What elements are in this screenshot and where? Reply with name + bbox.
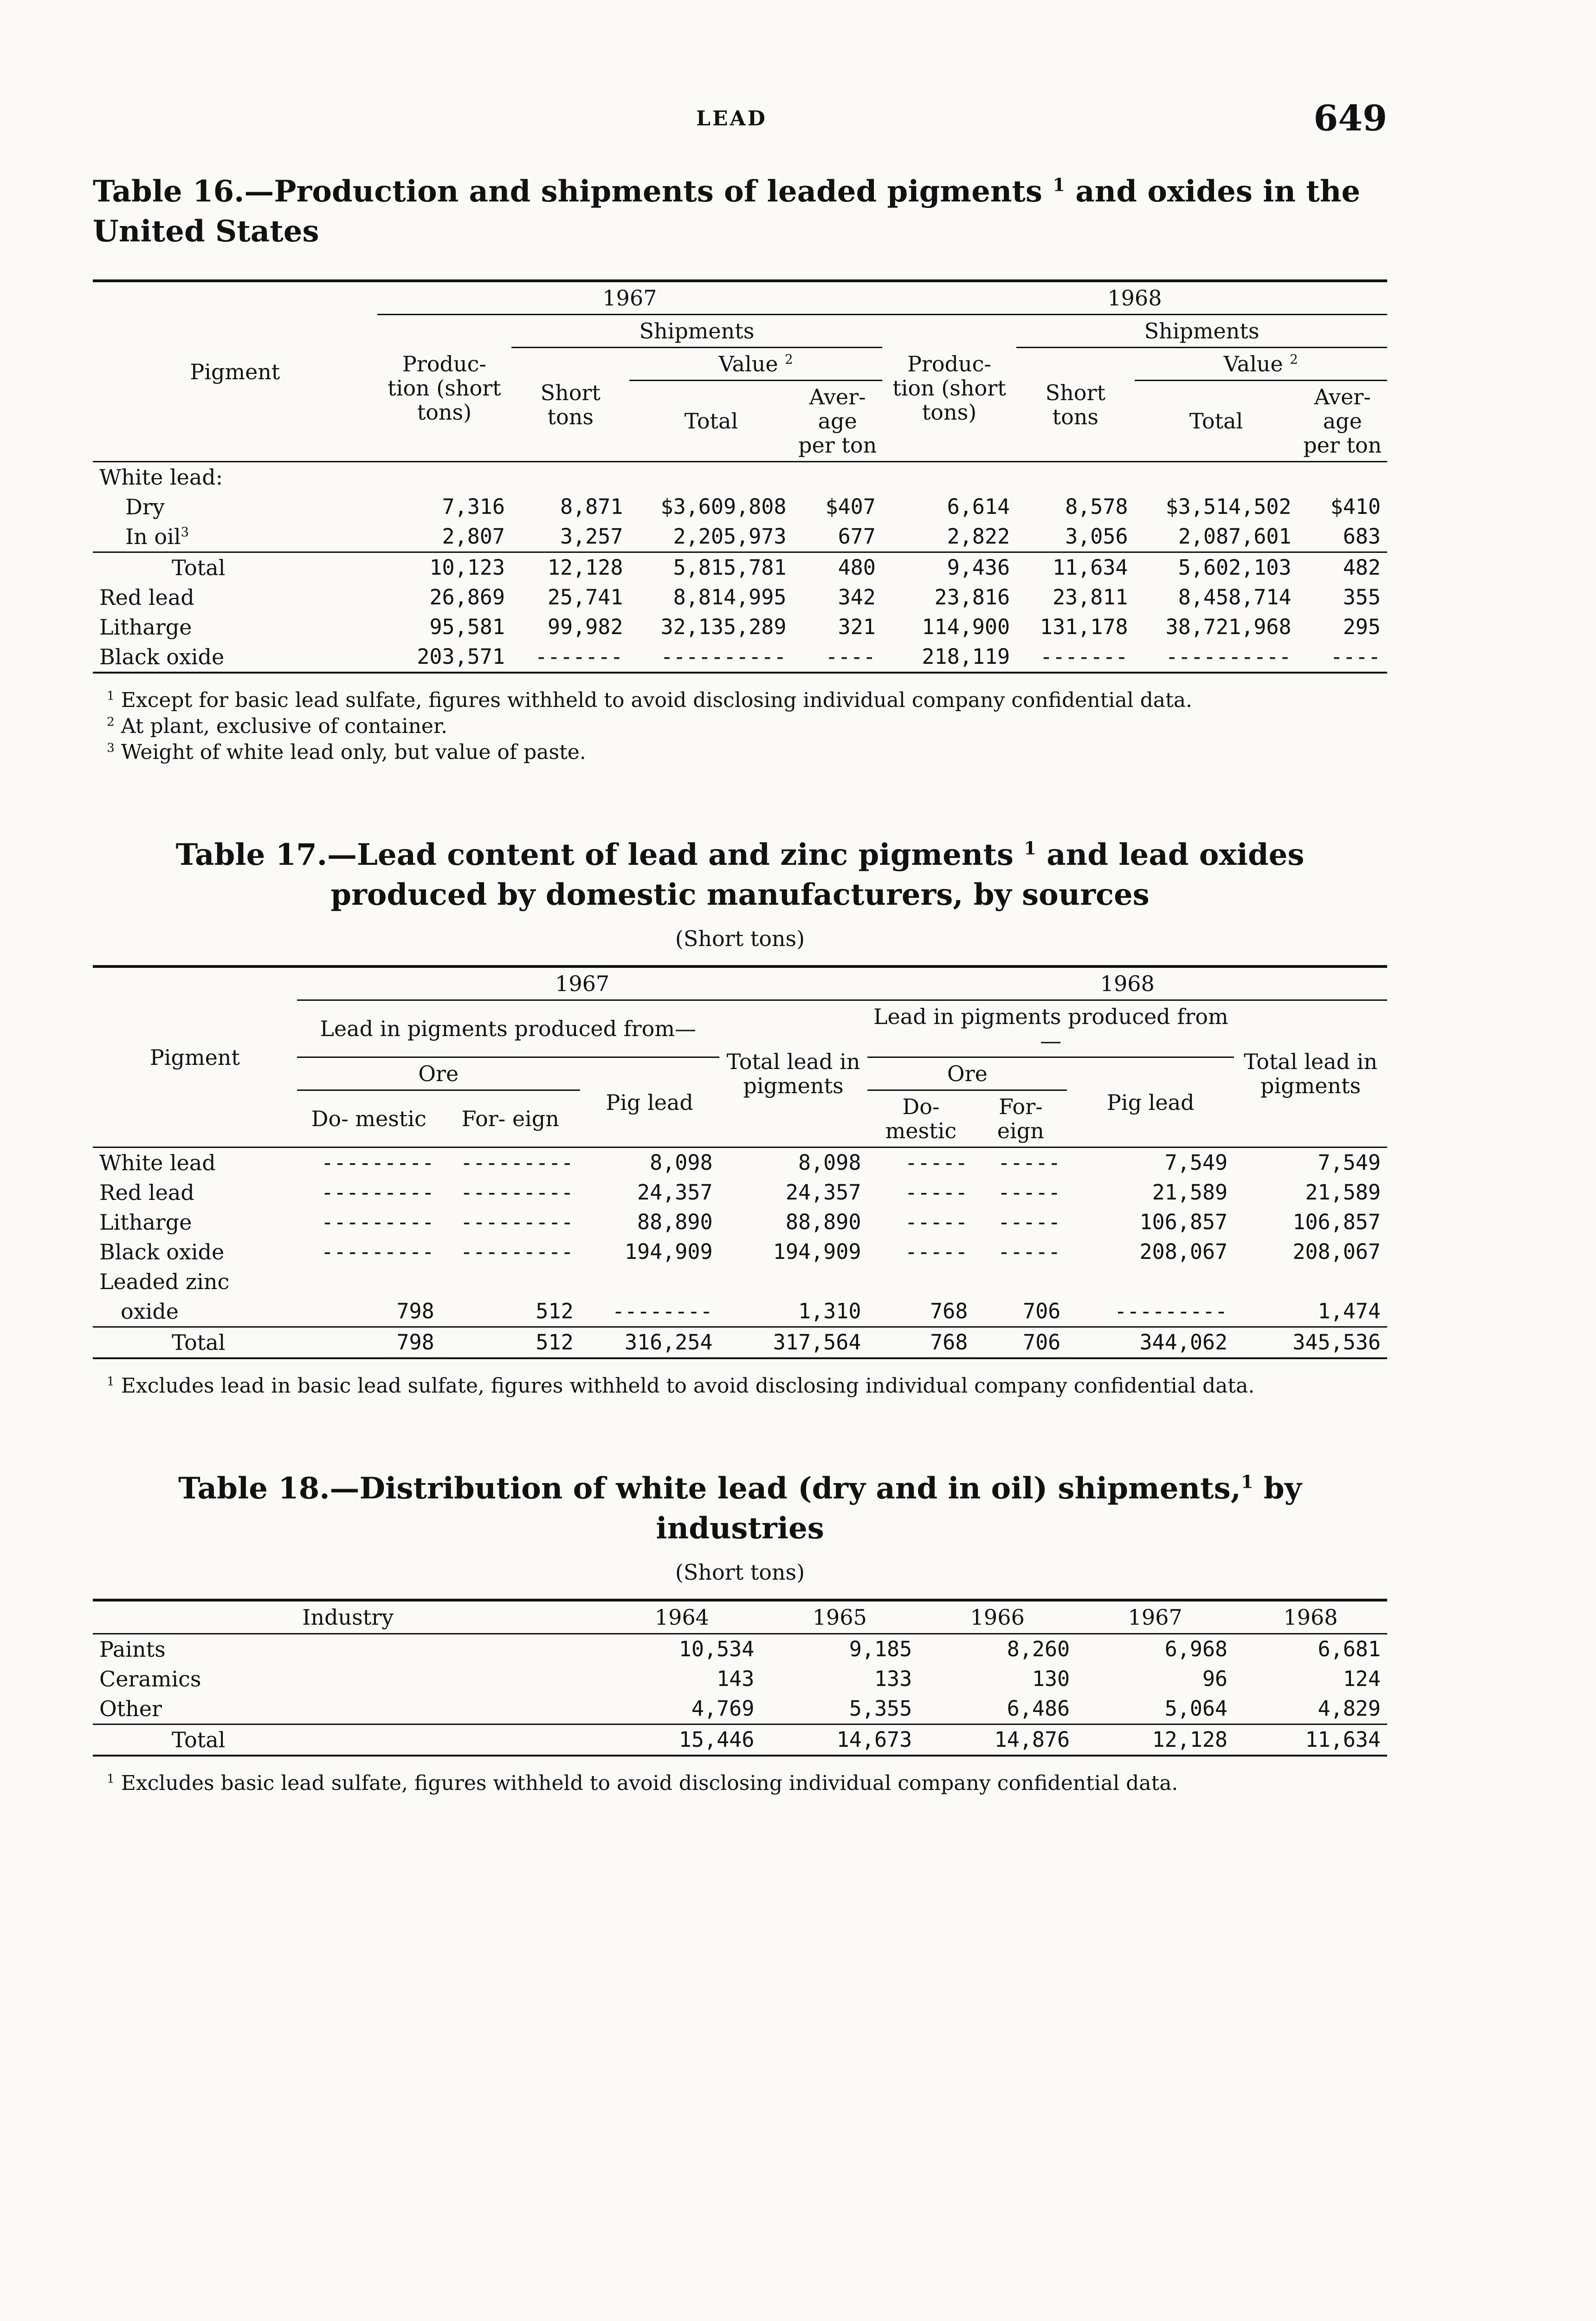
table-18-title: Table 18.—Distribution of white lead (dry and in oil) shipments,$^1$ by industries <box>178 1471 1302 1546</box>
cell: ---------- <box>1165 644 1292 669</box>
header-industry: Industry <box>302 1605 394 1630</box>
cell <box>882 462 1016 493</box>
row-label: Ceramics <box>99 1666 201 1692</box>
cell: 355 <box>1343 585 1381 609</box>
header-pig-lead-1967: Pig lead <box>606 1089 693 1115</box>
table-row <box>93 1267 1387 1297</box>
cell: 106,857 <box>1139 1210 1228 1234</box>
header-ore-1968: Ore <box>867 1057 1067 1090</box>
table-row <box>93 1694 1387 1725</box>
cell: 25,741 <box>547 585 623 609</box>
header-total-lead-1967: Total lead in pigments <box>726 1049 860 1098</box>
cell: 706 <box>1023 1330 1061 1355</box>
header-value-1968: Value $^2$ <box>1135 348 1387 381</box>
header-average-1967: Aver- age per ton <box>798 384 877 458</box>
table-row <box>93 1237 1387 1267</box>
cell: 5,815,781 <box>673 555 787 580</box>
cell: 482 <box>1343 555 1381 580</box>
running-head-title: LEAD <box>696 107 767 130</box>
cell: 131,178 <box>1040 615 1128 639</box>
cell: 26,869 <box>429 585 505 609</box>
cell: 8,578 <box>1065 494 1128 519</box>
cell: ----- <box>997 1210 1061 1234</box>
cell: ----- <box>905 1210 968 1234</box>
table-row <box>93 1634 1387 1665</box>
cell: 4,769 <box>691 1696 755 1721</box>
cell: --------- <box>460 1239 574 1264</box>
cell: 2,807 <box>442 524 505 549</box>
header-pig-lead-1968: Pig lead <box>1106 1089 1195 1115</box>
header-average-1968: Aver- age per ton <box>1303 384 1382 458</box>
cell: ---- <box>1330 644 1381 669</box>
row-label: Black oxide <box>99 1239 225 1264</box>
cell: 114,900 <box>922 615 1010 639</box>
cell: 2,205,973 <box>673 524 787 549</box>
header-pigment: Pigment <box>190 359 280 384</box>
cell: 7,549 <box>1318 1150 1381 1175</box>
cell: 6,486 <box>1007 1696 1070 1721</box>
cell: --------- <box>321 1210 434 1234</box>
header-total-lead-1968: Total lead in pigments <box>1244 1049 1377 1098</box>
table-row <box>93 462 1387 493</box>
cell <box>297 1267 441 1297</box>
cell: $3,514,502 <box>1165 494 1292 519</box>
row-label: Total <box>172 1727 226 1752</box>
cell: 106,857 <box>1292 1210 1381 1234</box>
cell: 4,829 <box>1318 1696 1381 1721</box>
cell: 218,119 <box>922 644 1010 669</box>
cell: 203,571 <box>417 644 505 669</box>
table-17-footnotes <box>93 1373 1387 1399</box>
cell: 14,673 <box>836 1727 912 1752</box>
cell: 32,135,289 <box>660 615 787 639</box>
row-label: In oil$^3$ <box>125 524 189 549</box>
header-shipments-1968: Shipments <box>1016 315 1387 348</box>
cell: --------- <box>321 1150 434 1175</box>
cell: 11,634 <box>1052 555 1128 580</box>
cell: 9,436 <box>947 555 1010 580</box>
cell: ----- <box>997 1239 1061 1264</box>
table-row <box>93 1148 1387 1178</box>
table-row <box>93 552 1387 583</box>
cell: 124 <box>1343 1666 1381 1691</box>
cell: 10,534 <box>678 1637 755 1661</box>
cell: 8,871 <box>560 494 623 519</box>
cell: 24,357 <box>785 1180 861 1205</box>
cell: 9,185 <box>849 1637 912 1661</box>
cell: 7,316 <box>442 494 505 519</box>
header-year: 1966 <box>970 1605 1025 1630</box>
cell: 88,890 <box>637 1210 713 1234</box>
row-label: Black oxide <box>99 644 225 669</box>
cell: 512 <box>536 1299 574 1323</box>
cell: 295 <box>1343 615 1381 639</box>
table-row <box>93 1327 1387 1359</box>
row-label: White lead: <box>99 465 223 490</box>
cell: 8,814,995 <box>673 585 787 609</box>
header-pigment: Pigment <box>149 1044 240 1070</box>
cell: 130 <box>1032 1666 1070 1691</box>
cell: 14,876 <box>994 1727 1070 1752</box>
header-domestic-1967: Do- mestic <box>311 1106 426 1131</box>
cell: 11,634 <box>1305 1727 1381 1752</box>
cell: --------- <box>321 1180 434 1205</box>
cell: ----- <box>905 1239 968 1264</box>
cell <box>511 462 629 493</box>
table-row <box>93 612 1387 642</box>
cell: 344,062 <box>1139 1330 1228 1355</box>
footnote: $^3$ Weight of white lead only, but value of paste. <box>107 740 586 764</box>
header-shipments-1967: Shipments <box>511 315 882 348</box>
table-18-grid <box>93 1599 1387 1757</box>
row-label: Total <box>172 1330 226 1355</box>
cell: 768 <box>930 1299 968 1323</box>
cell: --------- <box>1114 1299 1228 1323</box>
cell: 15,446 <box>678 1727 755 1752</box>
cell: 12,128 <box>1152 1727 1228 1752</box>
cell <box>1298 462 1387 493</box>
cell <box>441 1267 580 1297</box>
footnote: $^1$ Excludes lead in basic lead sulfate, figures withheld to avoid disclosing individual company confidential data. <box>107 1374 1255 1398</box>
table-row <box>93 642 1387 673</box>
table-17 <box>93 835 1387 1399</box>
cell <box>580 1267 719 1297</box>
cell: ---- <box>825 644 876 669</box>
cell: 768 <box>930 1330 968 1355</box>
header-1968: 1968 <box>867 966 1387 1000</box>
cell: 1,310 <box>798 1299 861 1323</box>
cell <box>1234 1267 1387 1297</box>
header-value-1967: Value $^2$ <box>629 348 882 381</box>
header-total-1968: Total <box>1189 408 1243 434</box>
cell: 96 <box>1202 1666 1228 1691</box>
header-lead-in-pigments-1968: Lead in pigments produced from— <box>867 1000 1234 1057</box>
table-row <box>93 1664 1387 1694</box>
cell: 317,564 <box>773 1330 861 1355</box>
cell: 5,064 <box>1164 1696 1228 1721</box>
cell: ------- <box>1040 644 1128 669</box>
cell: 194,909 <box>624 1239 713 1264</box>
table-18 <box>93 1469 1387 1796</box>
cell: --------- <box>460 1180 574 1205</box>
table-16-footnotes <box>93 687 1387 765</box>
table-row <box>93 1207 1387 1237</box>
cell <box>793 462 882 493</box>
row-label: Red lead <box>99 585 194 610</box>
cell: 321 <box>838 615 876 639</box>
cell: 2,087,601 <box>1178 524 1292 549</box>
cell: 6,968 <box>1164 1637 1228 1661</box>
header-ore-1967: Ore <box>297 1057 580 1090</box>
cell: ----- <box>997 1180 1061 1205</box>
table-row <box>93 1725 1387 1756</box>
cell: --------- <box>460 1150 574 1175</box>
cell <box>1067 1267 1234 1297</box>
table-17-grid <box>93 965 1387 1359</box>
cell: -------- <box>612 1299 713 1323</box>
cell <box>867 1267 974 1297</box>
table-16 <box>93 172 1387 765</box>
row-label: Litharge <box>99 615 192 640</box>
cell: 8,098 <box>798 1150 861 1175</box>
cell: 1,474 <box>1318 1299 1381 1323</box>
table-17-title: Table 17.—Lead content of lead and zinc pigments $^1$ and lead oxides produced by domestic manufacturers, by sources <box>175 837 1305 912</box>
header-year: 1965 <box>812 1605 867 1630</box>
header-production-1967: Produc- tion (short tons) <box>388 351 501 425</box>
row-label: Leaded zinc <box>99 1269 230 1294</box>
cell <box>974 1267 1067 1297</box>
cell: 706 <box>1023 1299 1061 1323</box>
table-18-unit: (Short tons) <box>675 1560 805 1585</box>
cell: 342 <box>838 585 876 609</box>
running-head <box>93 97 1387 153</box>
cell <box>629 462 793 493</box>
cell: 8,260 <box>1007 1637 1070 1661</box>
cell: 5,355 <box>849 1696 912 1721</box>
cell: 7,549 <box>1164 1150 1228 1175</box>
table-row <box>93 583 1387 612</box>
cell: 512 <box>536 1330 574 1355</box>
cell: 194,909 <box>773 1239 861 1264</box>
cell: 8,098 <box>650 1150 713 1175</box>
cell: 480 <box>838 555 876 580</box>
row-label: Red lead <box>99 1180 194 1205</box>
cell: 143 <box>717 1666 755 1691</box>
cell: 24,357 <box>637 1180 713 1205</box>
row-label: Other <box>99 1696 162 1721</box>
cell: 3,257 <box>560 524 623 549</box>
header-1967: 1967 <box>297 966 868 1000</box>
cell: 21,589 <box>1152 1180 1228 1205</box>
table-16-title: Table 16.—Production and shipments of leaded pigments $^1$ and oxides in the United States <box>93 174 1361 249</box>
cell: --------- <box>460 1210 574 1234</box>
row-label: White lead <box>99 1150 216 1175</box>
cell: $3,609,808 <box>660 494 787 519</box>
table-row <box>93 492 1387 522</box>
cell <box>1016 462 1134 493</box>
table-row <box>93 1178 1387 1207</box>
cell: 99,982 <box>547 615 623 639</box>
table-16-grid <box>93 279 1387 674</box>
cell: 95,581 <box>429 615 505 639</box>
header-domestic-1968: Do- mestic <box>885 1094 957 1143</box>
cell: 683 <box>1343 524 1381 549</box>
cell <box>377 462 511 493</box>
row-label: Dry <box>125 494 165 519</box>
cell: 677 <box>838 524 876 549</box>
header-short-tons-1968: Short tons <box>1045 380 1105 429</box>
cell: ---------- <box>660 644 787 669</box>
footnote: $^1$ Except for basic lead sulfate, figures withheld to avoid disclosing individual company confidential data. <box>107 688 1192 712</box>
cell: 6,614 <box>947 494 1010 519</box>
cell: 6,681 <box>1318 1637 1381 1661</box>
footnote: $^1$ Excludes basic lead sulfate, figures withheld to avoid disclosing individual company confidential data. <box>107 1771 1178 1795</box>
cell: 208,067 <box>1139 1239 1228 1264</box>
header-lead-in-pigments-1967: Lead in pigments produced from— <box>297 1000 719 1057</box>
cell: --------- <box>321 1239 434 1264</box>
cell: 21,589 <box>1305 1180 1381 1205</box>
header-foreign-1967: For- eign <box>461 1106 559 1131</box>
row-label: Paints <box>99 1637 166 1662</box>
header-total-1967: Total <box>684 408 738 434</box>
cell: ----- <box>997 1150 1061 1175</box>
table-row <box>93 1297 1387 1327</box>
cell: 3,056 <box>1065 524 1128 549</box>
cell: $407 <box>825 494 876 519</box>
header-year: 1968 <box>1283 1605 1338 1630</box>
cell <box>1135 462 1298 493</box>
header-1968: 1968 <box>882 281 1387 315</box>
cell: 208,067 <box>1292 1239 1381 1264</box>
cell: 23,811 <box>1052 585 1128 609</box>
cell: 798 <box>396 1330 434 1355</box>
cell: 38,721,968 <box>1165 615 1292 639</box>
cell: 345,536 <box>1292 1330 1381 1355</box>
cell: ------- <box>535 644 623 669</box>
cell <box>719 1267 868 1297</box>
cell: 2,822 <box>947 524 1010 549</box>
header-foreign-1968: For- eign <box>997 1094 1044 1143</box>
cell: ----- <box>905 1180 968 1205</box>
cell: 316,254 <box>624 1330 713 1355</box>
row-label: Total <box>172 555 226 580</box>
cell: 10,123 <box>429 555 505 580</box>
cell: 798 <box>396 1299 434 1323</box>
cell: ----- <box>905 1150 968 1175</box>
page-number: 649 <box>1313 97 1387 139</box>
header-production-1968: Produc- tion (short tons) <box>892 351 1006 425</box>
cell: 12,128 <box>547 555 623 580</box>
table-18-footnotes <box>93 1770 1387 1796</box>
cell: 8,458,714 <box>1178 585 1292 609</box>
row-label: Litharge <box>99 1210 192 1235</box>
header-year: 1964 <box>654 1605 709 1630</box>
cell: 5,602,103 <box>1178 555 1292 580</box>
cell: $410 <box>1330 494 1381 519</box>
table-17-unit: (Short tons) <box>675 926 805 951</box>
header-1967: 1967 <box>377 281 882 315</box>
header-short-tons-1967: Short tons <box>540 380 601 429</box>
cell: 133 <box>874 1666 912 1691</box>
header-year: 1967 <box>1128 1605 1182 1630</box>
footnote: $^2$ At plant, exclusive of container. <box>107 714 448 738</box>
row-label: oxide <box>121 1299 179 1324</box>
table-row <box>93 522 1387 552</box>
cell: 88,890 <box>785 1210 861 1234</box>
cell: 23,816 <box>934 585 1010 609</box>
